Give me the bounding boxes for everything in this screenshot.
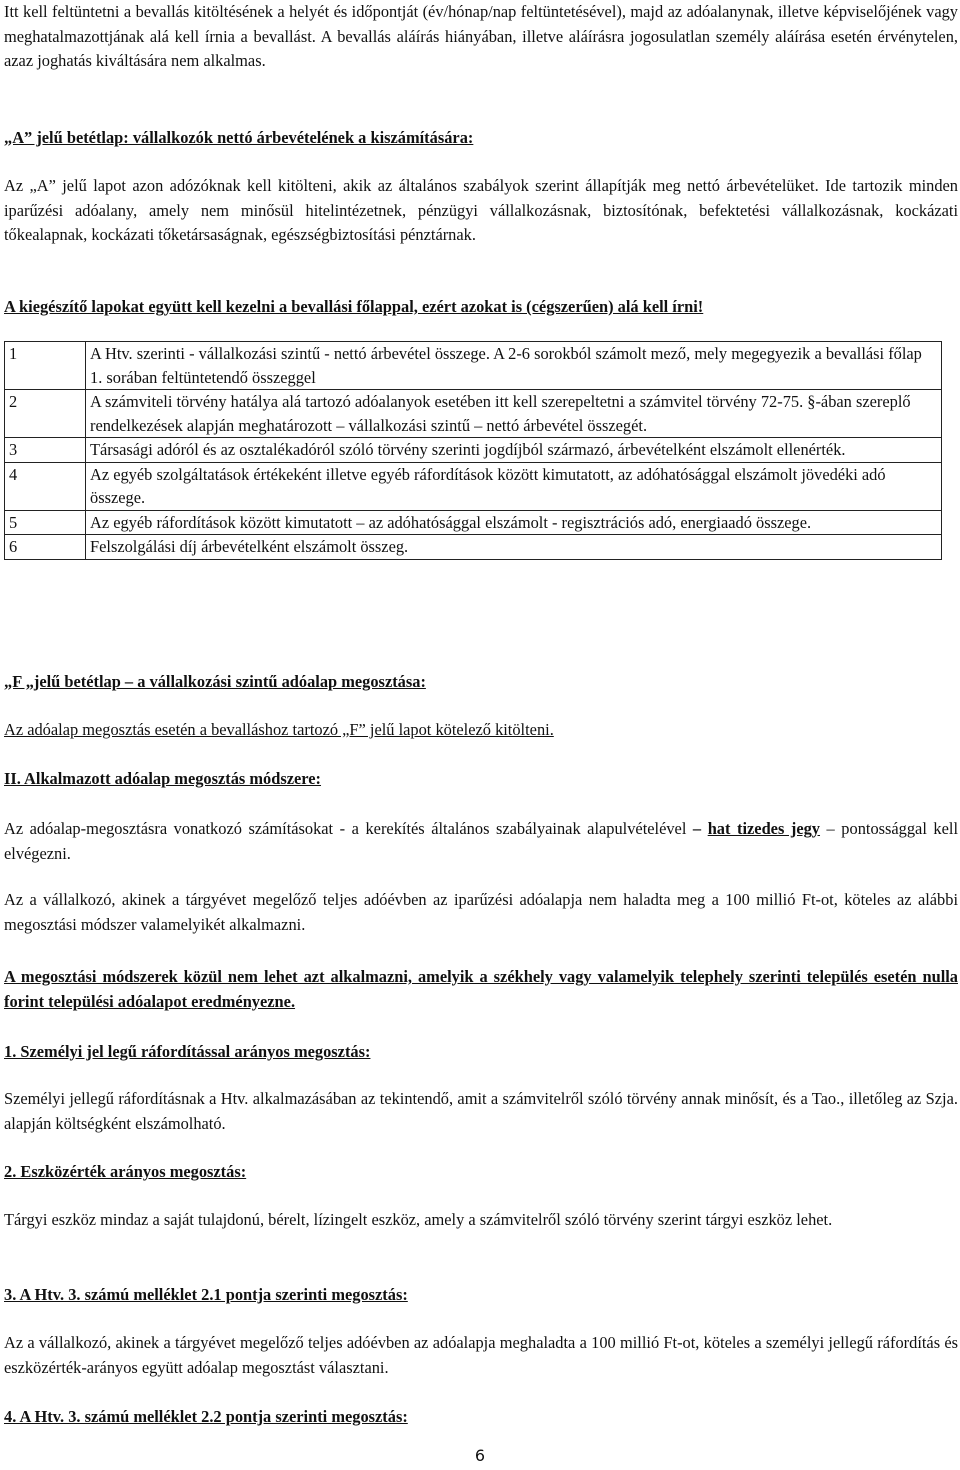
table-row — [5, 510, 942, 535]
heading-method-2: 2. Eszközérték arányos megosztás: — [4, 1162, 247, 1181]
row-number: 3 — [5, 438, 86, 463]
rounding-paragraph — [4, 817, 958, 866]
heading-method-1: 1. Személyi jel legű ráfordítással arányos megosztás: — [4, 1042, 371, 1061]
rounding-dash: – — [686, 819, 708, 838]
method-2-paragraph: Tárgyi eszköz mindaz a saját tulajdonú, bérelt, lízingelt eszköz, amely a számvitelről szóló törvény szerint tárgyi eszköz lehet. — [4, 1210, 833, 1229]
rounding-text-a: Az adóalap-megosztásra vonatkozó számításokat - a kerekítés általános szabályainak alapulvételével — [4, 819, 687, 838]
row-number: 1 — [5, 342, 86, 390]
row-number: 5 — [5, 510, 86, 535]
table-row — [5, 438, 942, 463]
row-number: 4 — [5, 462, 86, 510]
row-description: Az egyéb szolgáltatások értékeként illetve egyéb ráfordítások között kimutatott, az adóhatósággal elszámolt jövedéki adó összege. — [86, 462, 942, 510]
heading-method: II. Alkalmazott adóalap megosztás módszere: — [4, 769, 322, 788]
rows-table-body — [5, 342, 942, 560]
row-number: 2 — [5, 390, 86, 438]
row-description: Társasági adóról és az osztalékadóról szóló törvény szerinti jogdíjból származó, árbevételként elszámolt ellenérték. — [86, 438, 942, 463]
method-3-paragraph: Az a vállalkozó, akinek a tárgyévet megelőző teljes adóévben az adóalapja meghaladta a 100 millió Ft-ot, köteles a személyi jellegű ráfordítás és eszközérték-arányos együtt adóalap megosztást választani. — [4, 1333, 958, 1377]
method-1-paragraph: Személyi jellegű ráfordításnak a Htv. alkalmazásában az tekintendő, amit a számvitelről szóló törvény annak minősít, és a Tao., illetőleg az Szja. alapján költségként elszámolható. — [4, 1089, 958, 1133]
heading-a-sheet: „A” jelű betétlap: vállalkozók nettó árbevételének a kiszámítására: — [4, 128, 474, 147]
six-decimals-text: hat tizedes jegy — [707, 819, 821, 838]
f-sheet-paragraph: Az adóalap megosztás esetén a bevalláshoz tartozó „F” jelű lapot kötelező kitölteni. — [4, 720, 554, 739]
table-row — [5, 462, 942, 510]
a-sheet-paragraph: Az „A” jelű lapot azon adózóknak kell kitölteni, akik az általános szabályok szerint állapítják meg nettó árbevételüket. Ide tartozik minden iparűzési adóalany, amely nem minősül hitelintézetnek, pénzügyi vállalkozásnak, biztosítónak, befektetési vállalkozásnak, kockázati tőkealapnak, kockázati tőketársaságnak, egészségbiztosítási pénztárnak. — [4, 176, 958, 244]
page-number: 6 — [474, 1446, 486, 1465]
table-row — [5, 390, 942, 438]
rounding-text-c: – pontossággal kell elvégezni. — [4, 819, 959, 863]
methods-paragraph: Az a vállalkozó, akinek a tárgyévet megelőző teljes adóévben az iparűzési adóalapja nem haladta meg a 100 millió Ft-ot, köteles az alábbi megosztási módszer valamelyikét alkalmazni. — [4, 890, 958, 934]
row-description: Felszolgálási díj árbevételként elszámolt összeg. — [86, 535, 942, 560]
heading-method-3: 3. A Htv. 3. számú melléklet 2.1 pontja szerinti megosztás: — [4, 1285, 408, 1304]
rows-table — [4, 341, 942, 560]
supplementary-sheets-notice: A kiegészítő lapokat együtt kell kezelni a bevallási főlappal, ezért azokat is (cégszerűen) alá kell írni! — [4, 297, 704, 316]
table-row — [5, 342, 942, 390]
table-row — [5, 535, 942, 560]
heading-method-4: 4. A Htv. 3. számú melléklet 2.2 pontja szerinti megosztás: — [4, 1407, 408, 1426]
row-description: Az egyéb ráfordítások között kimutatott – az adóhatósággal elszámolt - regisztrációs adó, energiaadó összege. — [86, 510, 942, 535]
signature-paragraph: Itt kell feltüntetni a bevallás kitöltésének a helyét és időpontját (év/hónap/nap feltüntetésével), majd az adóalanynak, illetve képviselőjének vagy meghatalmazottjának alá kell írnia a bevallást. A bevallás aláírás hiányában, illetve aláírásra jogosulatlan személy aláírása esetén érvénytelen, azaz joghatás kiváltására nem alkalmas. — [4, 2, 958, 70]
row-number: 6 — [5, 535, 86, 560]
heading-f-sheet: „F „jelű betétlap – a vállalkozási szintű adóalap megosztása: — [4, 672, 426, 691]
row-description: A számviteli törvény hatálya alá tartozó adóalanyok esetében itt kell szerepeltetni a számvitel törvény 72-75. §-ában szereplő rendelkezések alapján meghatározott – vállalkozási szintű – nettó árbevétel összegét. — [86, 390, 942, 438]
methods-restriction: A megosztási módszerek közül nem lehet azt alkalmazni, amelyik a székhely vagy valamelyik telephely szerinti település esetén nulla forint települési adóalapot eredményezne. — [4, 967, 958, 1011]
row-description: A Htv. szerinti - vállalkozási szintű - nettó árbevétel összege. A 2-6 sorokból számolt mező, mely megegyezik a bevallási főlap 1. sorában feltüntetendő összeggel — [86, 342, 942, 390]
